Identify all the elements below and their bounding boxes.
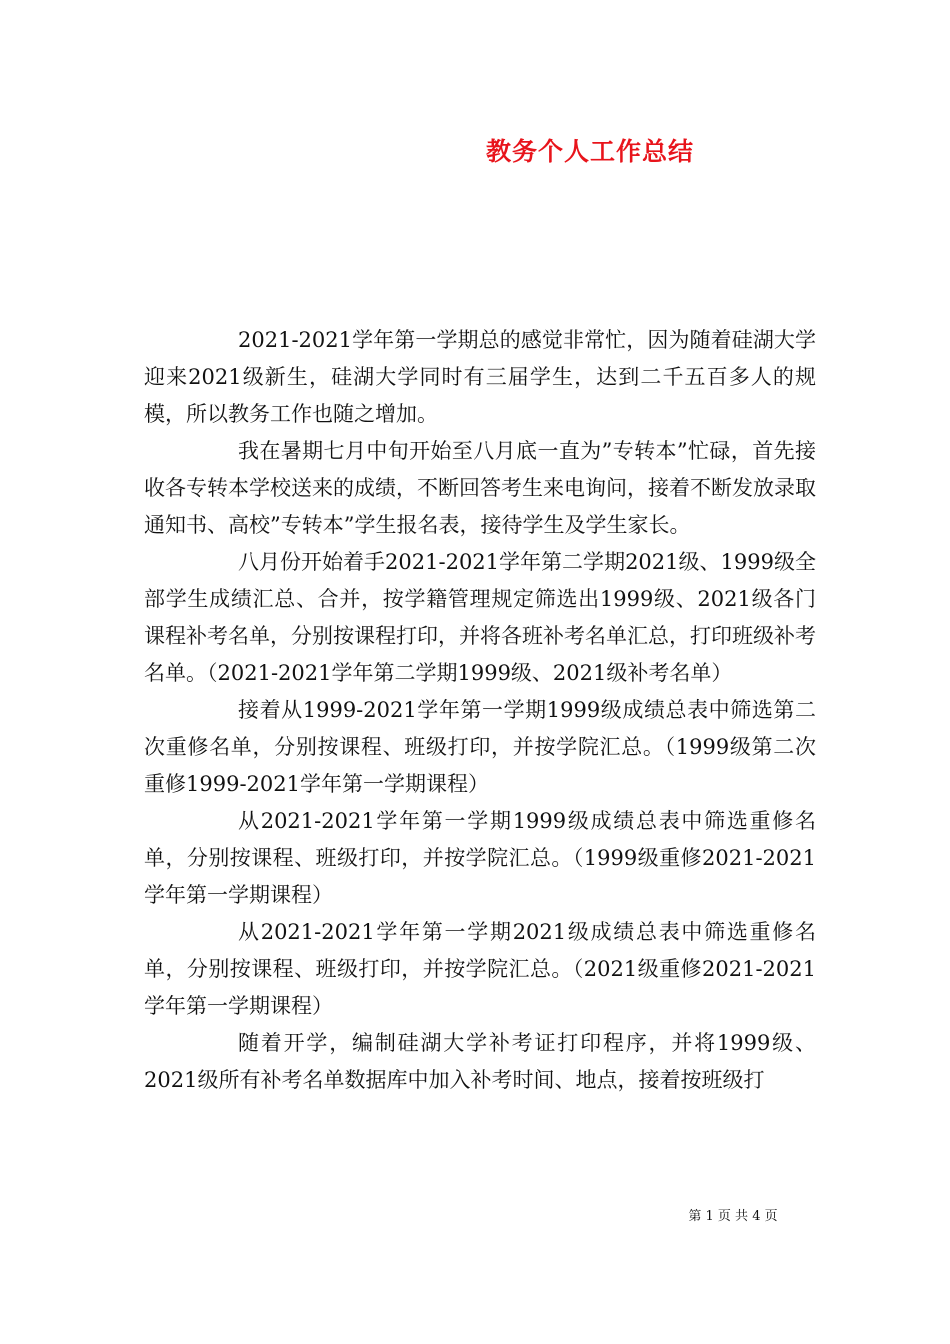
- document-body: [144, 322, 816, 1099]
- paragraph: 随着开学，编制硅湖大学补考证打印程序，并将1999级、2021级所有补考名单数据库中加入补考时间、地点，接着按班级打: [144, 1031, 816, 1092]
- document-title: 教务个人工作总结: [485, 137, 694, 166]
- paragraph: 从2021-2021学年第一学期1999级成绩总表中筛选重修名单，分别按课程、班级打印，并按学院汇总。（1999级重修2021-2021学年第一学期课程）: [144, 809, 816, 907]
- paragraph: 接着从1999-2021学年第一学期1999级成绩总表中筛选第二次重修名单，分别按课程、班级打印，并按学院汇总。（1999级第二次重修1999-2021学年第一学期课程）: [144, 698, 816, 796]
- page-number: 第 1 页 共 4 页: [688, 1209, 778, 1224]
- paragraph: 2021-2021学年第一学期总的感觉非常忙，因为随着硅湖大学迎来2021级新生，硅湖大学同时有三届学生，达到二千五百多人的规模，所以教务工作也随之增加。: [144, 328, 816, 426]
- paragraph: 从2021-2021学年第一学期2021级成绩总表中筛选重修名单，分别按课程、班级打印，并按学院汇总。（2021级重修2021-2021学年第一学期课程）: [144, 920, 816, 1018]
- paragraph: 八月份开始着手2021-2021学年第二学期2021级、1999级全部学生成绩汇总、合并，按学籍管理规定筛选出1999级、2021级各门课程补考名单，分别按课程打印，并将各班补考名单汇总，打印班级补考名单。（2021-2021学年第二学期1999级、2021级补考名单）: [144, 550, 816, 685]
- paragraph: 我在暑期七月中旬开始至八月底一直为”专转本”忙碌，首先接收各专转本学校送来的成绩，不断回答考生来电询问，接着不断发放录取通知书、高校”专转本”学生报名表，接待学生及学生家长。: [144, 439, 816, 537]
